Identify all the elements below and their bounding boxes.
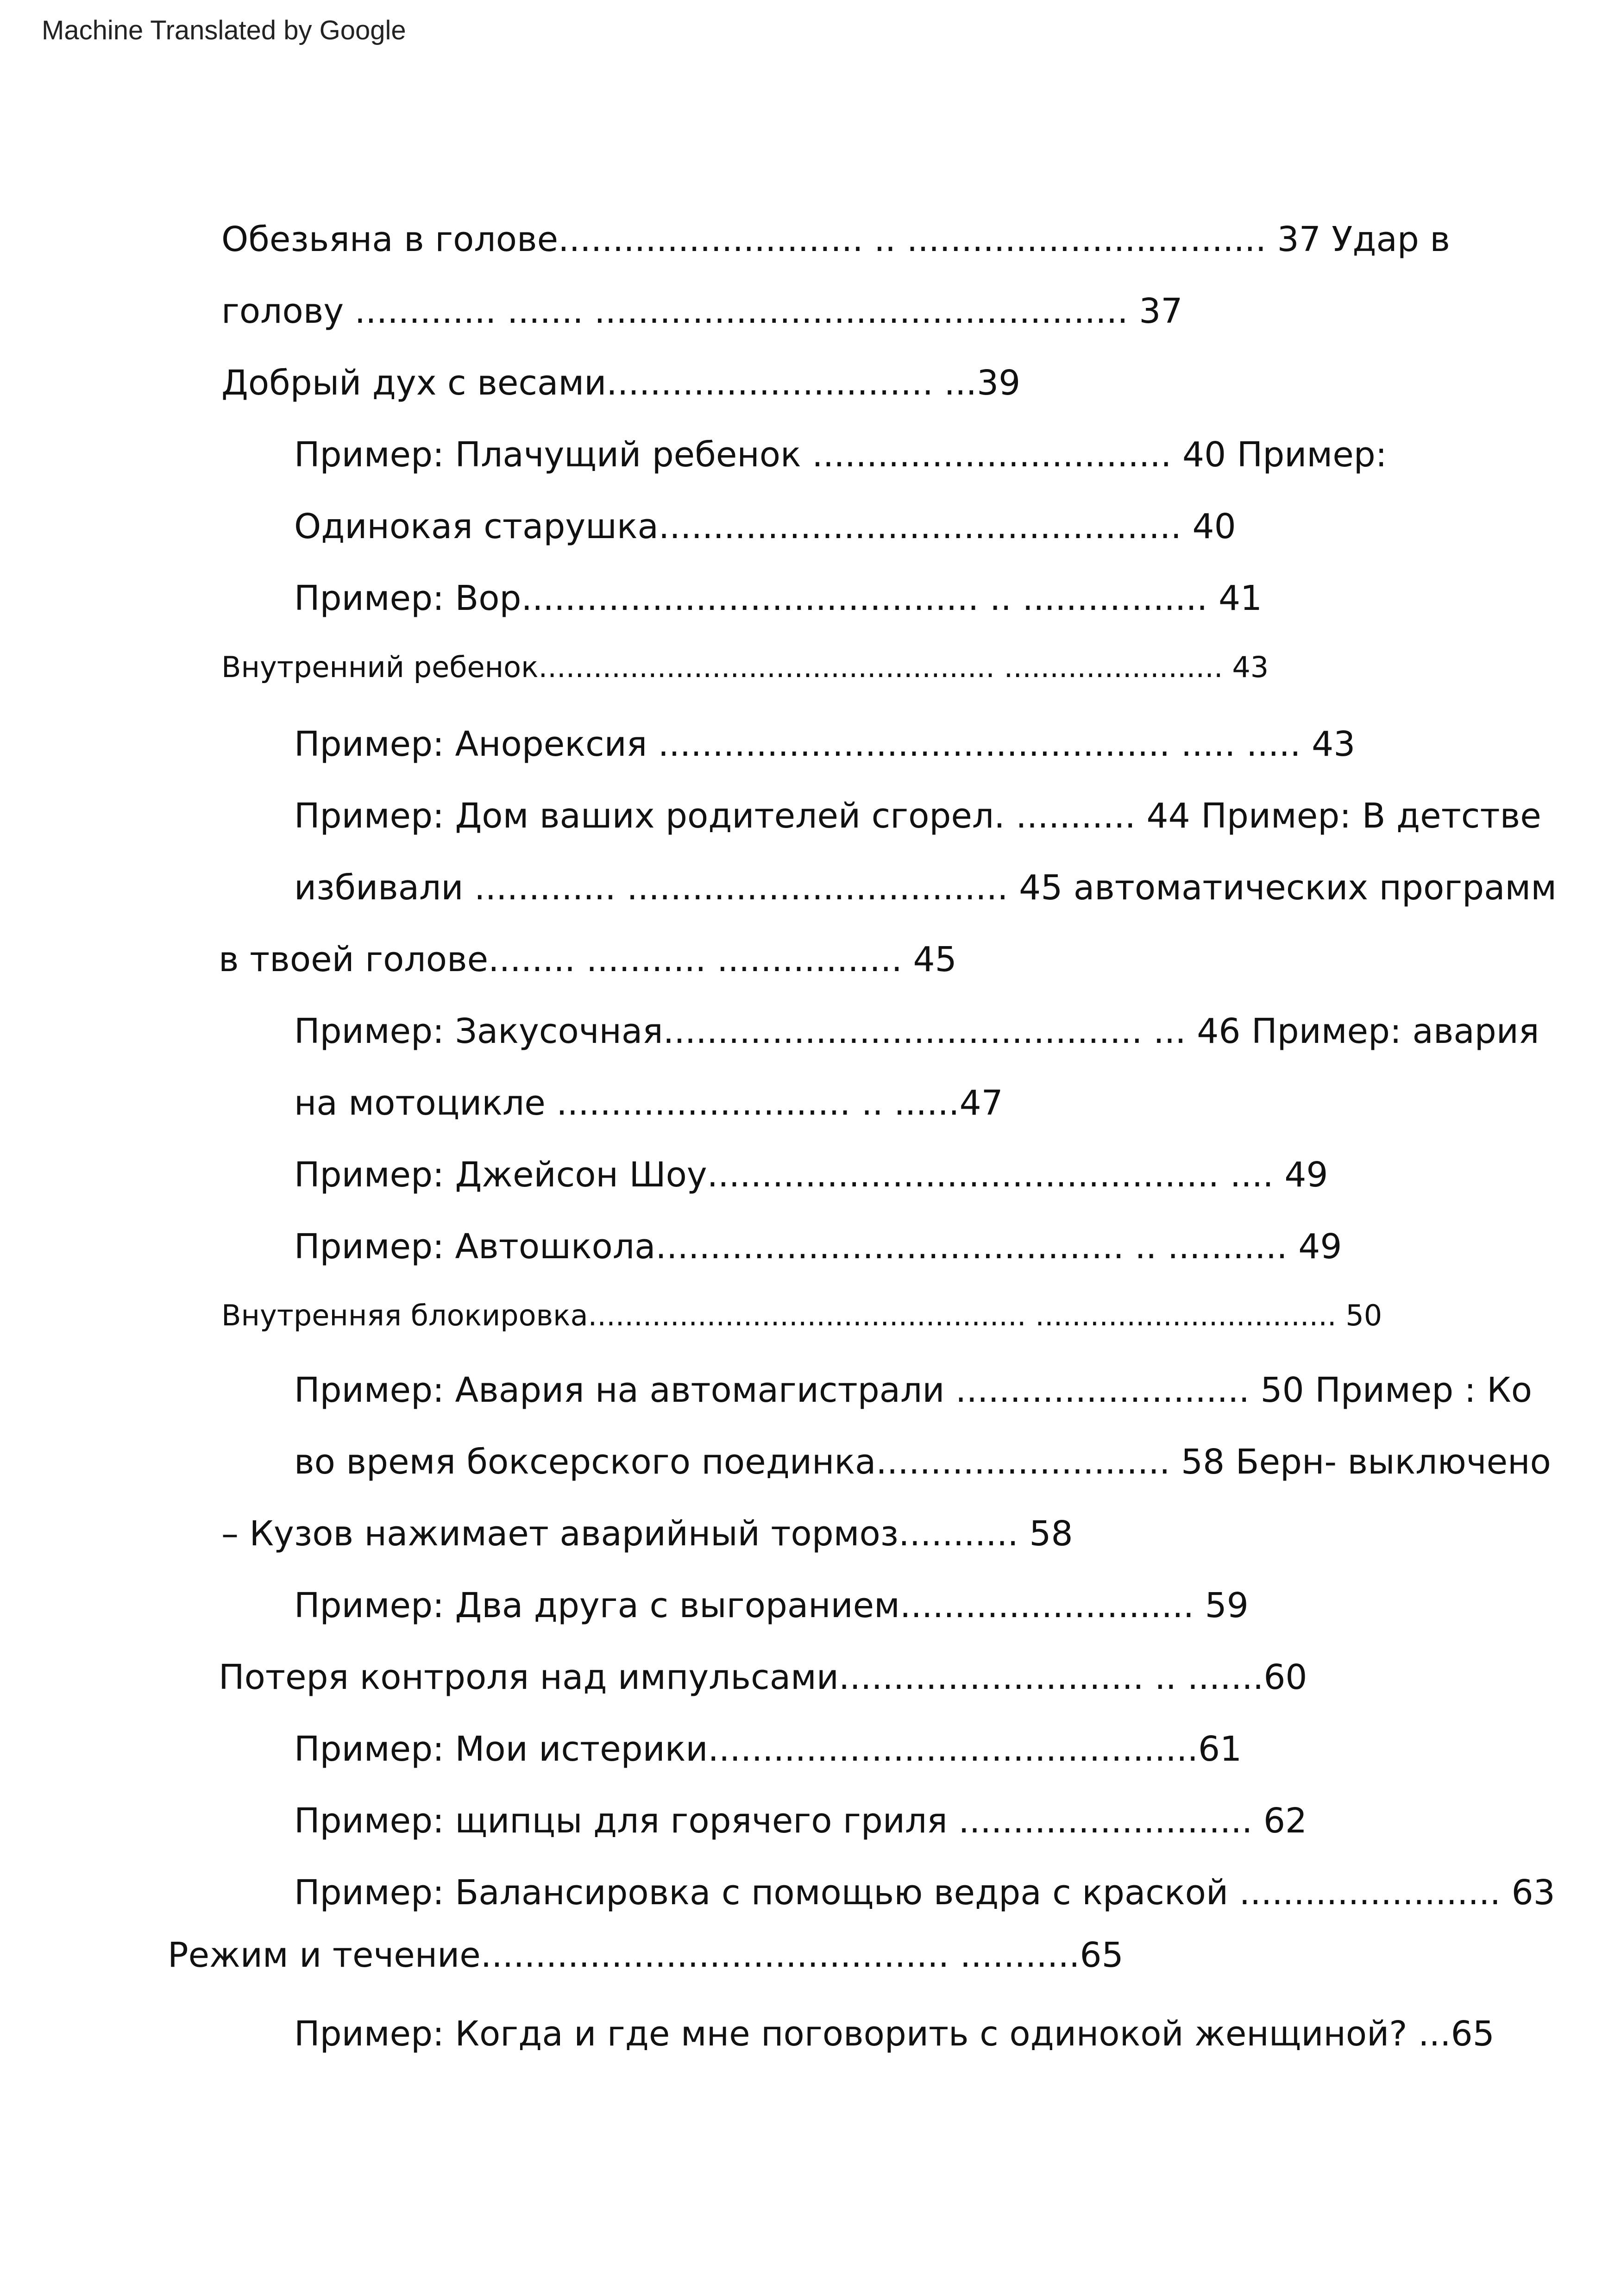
toc-line: Пример: Балансировка с помощью ведра с краской ........................ 63 [294, 1873, 1555, 1913]
toc-line: в твоей голове........ ........... ................. 45 [219, 940, 957, 979]
toc-line: Пример: щипцы для горячего гриля ........................... 62 [294, 1801, 1307, 1841]
toc-line: Пример: Когда и где мне поговорить с одинокой женщиной? ...65 [294, 2014, 1495, 2054]
toc-line: Одинокая старушка................................................ 40 [294, 507, 1236, 546]
toc-line: Пример: Авария на автомагистрали ........................... 50 Пример : Ко [294, 1370, 1533, 1410]
toc-line: Пример: Дом ваших родителей сгорел. ........... 44 Пример: В детстве [294, 796, 1541, 836]
toc-line: Пример: Автошкола........................................... .. ........... 49 [294, 1227, 1342, 1267]
toc-line: Внутренняя блокировка................................................ ................................. 50 [221, 1299, 1382, 1332]
toc-line: Пример: Джейсон Шоу............................................... .... 49 [294, 1155, 1328, 1195]
toc-line: Пример: Мои истерики.............................................61 [294, 1729, 1242, 1769]
toc-line: Пример: Анорексия ............................................... ..... ..... 43 [294, 724, 1356, 764]
toc-line: избивали ............. ................................... 45 автоматических программ [294, 868, 1557, 908]
machine-translation-header: Machine Translated by Google [42, 15, 406, 45]
toc-line: Режим и течение........................................... ...........65 [168, 1935, 1124, 1975]
toc-line: во время боксерского поединка........................... 58 Берн- выключено [294, 1442, 1551, 1482]
toc-line: Обезьяна в голове............................ .. ................................. 37 Удар в [221, 220, 1451, 259]
toc-line: Пример: Плачущий ребенок ................................. 40 Пример: [294, 435, 1387, 475]
toc-line: голову ............. ....... ................................................. 37 [221, 291, 1183, 331]
toc-line: – Кузов нажимает аварийный тормоз........... 58 [221, 1514, 1073, 1554]
toc-line: на мотоцикле ........................... .. ......47 [294, 1083, 1003, 1123]
toc-line: Внутренний ребенок.................................................. ........................ 43 [221, 650, 1269, 684]
toc-line: Добрый дух с весами.............................. ...39 [221, 363, 1021, 403]
toc-line: Пример: Вор.......................................... .. ................. 41 [294, 578, 1263, 618]
toc-line: Потеря контроля над импульсами............................ .. .......60 [219, 1657, 1307, 1697]
toc-line: Пример: Закусочная............................................ ... 46 Пример: авария [294, 1011, 1539, 1051]
toc-line: Пример: Два друга с выгоранием........................... 59 [294, 1586, 1249, 1625]
